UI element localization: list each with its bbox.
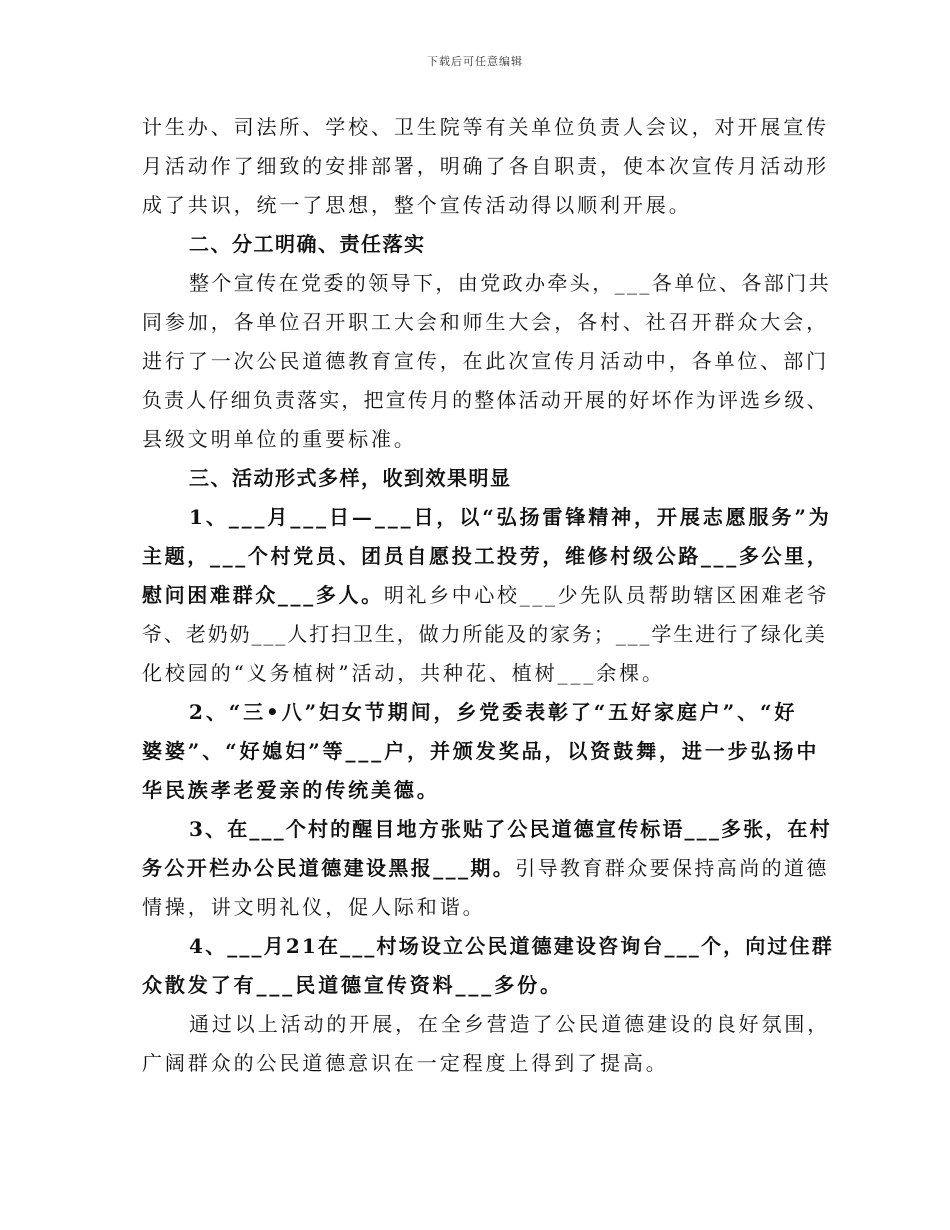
text-segment: 众散发了有___民道德宣传资料___多份。 — [142, 973, 563, 997]
paragraph-line — [142, 147, 829, 186]
text-segment: 成了共识，统一了思想，整个宣传活动得以顺利开展。 — [142, 193, 692, 217]
text-segment: 1、___月___日—___日，以“弘扬雷锋精神，开展志愿服务”为 — [189, 505, 832, 529]
text-segment: 2、“三•八”妇女节期间，乡党委表彰了“五好家庭户”、“好 — [189, 700, 798, 724]
text-segment: 慰问困难群众___多人。 — [142, 583, 384, 607]
text-segment: 主题，___个村党员、团员自愿投工投劳，维修村级公路___多公里， — [142, 544, 830, 568]
text-segment: 婆婆”、“好媳妇”等___户，并颁发奖品，以资鼓舞，进一步弘扬中 — [142, 739, 820, 763]
text-segment: 情操，讲文明礼仪，促人际和谐。 — [142, 895, 486, 919]
paragraph-line — [142, 576, 830, 615]
section-heading — [142, 459, 826, 498]
paragraph-line — [142, 732, 826, 771]
text-segment: 化校园的“义务植树”活动，共种花、植树___余棵。 — [142, 661, 665, 685]
paragraph-line — [142, 303, 829, 342]
text-segment: 引导教育群众要保持高尚的道德 — [515, 856, 829, 880]
paragraph-line — [142, 498, 832, 537]
paragraph-line — [142, 771, 826, 810]
text-segment: 同参加，各单位召开职工大会和师生大会，各村、社召开群众大会， — [142, 310, 829, 334]
paragraph-line — [142, 966, 826, 1005]
paragraph-line — [142, 537, 830, 576]
text-segment: 县级文明单位的重要标准。 — [142, 427, 417, 451]
text-segment: 进行了一次公民道德教育宣传，在此次宣传月活动中，各单位、部门 — [142, 349, 829, 373]
text-segment: 负责人仔细负责落实，把宣传月的整体活动开展的好坏作为评选乡级、 — [142, 388, 829, 412]
page-header: 下载后可任意编辑 — [427, 55, 523, 68]
paragraph-line — [142, 342, 829, 381]
paragraph-line — [142, 264, 831, 303]
paragraph-line — [142, 927, 834, 966]
paragraph-line — [142, 888, 826, 927]
text-segment: 二、分工明确、责任落实 — [189, 232, 426, 256]
paragraph-line — [142, 1044, 826, 1083]
paragraph-line — [142, 381, 829, 420]
text-segment: 月活动作了细致的安排部署，明确了各自职责，使本次宣传月活动形 — [142, 154, 829, 178]
text-segment: 爷、老奶奶___人打扫卫生，做力所能及的家务；___学生进行了绿化美 — [142, 622, 827, 646]
text-segment: 华民族孝老爱亲的传统美德。 — [142, 778, 440, 802]
paragraph-line — [142, 1005, 831, 1044]
paragraph-line — [142, 420, 826, 459]
paragraph-line — [142, 810, 832, 849]
paragraph-line — [142, 108, 829, 147]
text-segment: 广阔群众的公民道德意识在一定程度上得到了提高。 — [142, 1051, 669, 1075]
text-segment: 计生办、司法所、学校、卫生院等有关单位负责人会议，对开展宣传 — [142, 115, 829, 139]
paragraph-line — [142, 615, 826, 654]
text-segment: 通过以上活动的开展，在全乡营造了公民道德建设的良好氛围， — [189, 1012, 831, 1036]
text-segment: 3、在___个村的醒目地方张贴了公民道德宣传标语___多张，在村 — [189, 817, 832, 841]
paragraph-line — [142, 693, 826, 732]
paragraph-line — [142, 849, 829, 888]
document-body — [142, 108, 834, 1083]
text-segment: 4、___月21在___村场设立公民道德建设咨询台___个，向过住群 — [189, 934, 834, 958]
section-heading — [142, 225, 826, 264]
text-segment: 明礼乡中心校___少先队员帮助辖区困难老爷 — [383, 583, 830, 607]
text-segment: 三、活动形式多样，收到效果明显 — [189, 466, 512, 490]
paragraph-line — [142, 654, 826, 693]
text-segment: 务公开栏办公民道德建设黑报___期。 — [142, 856, 516, 880]
text-segment: 整个宣传在党委的领导下，由党政办牵头，___各单位、各部门共 — [189, 271, 831, 295]
paragraph-line — [142, 186, 826, 225]
